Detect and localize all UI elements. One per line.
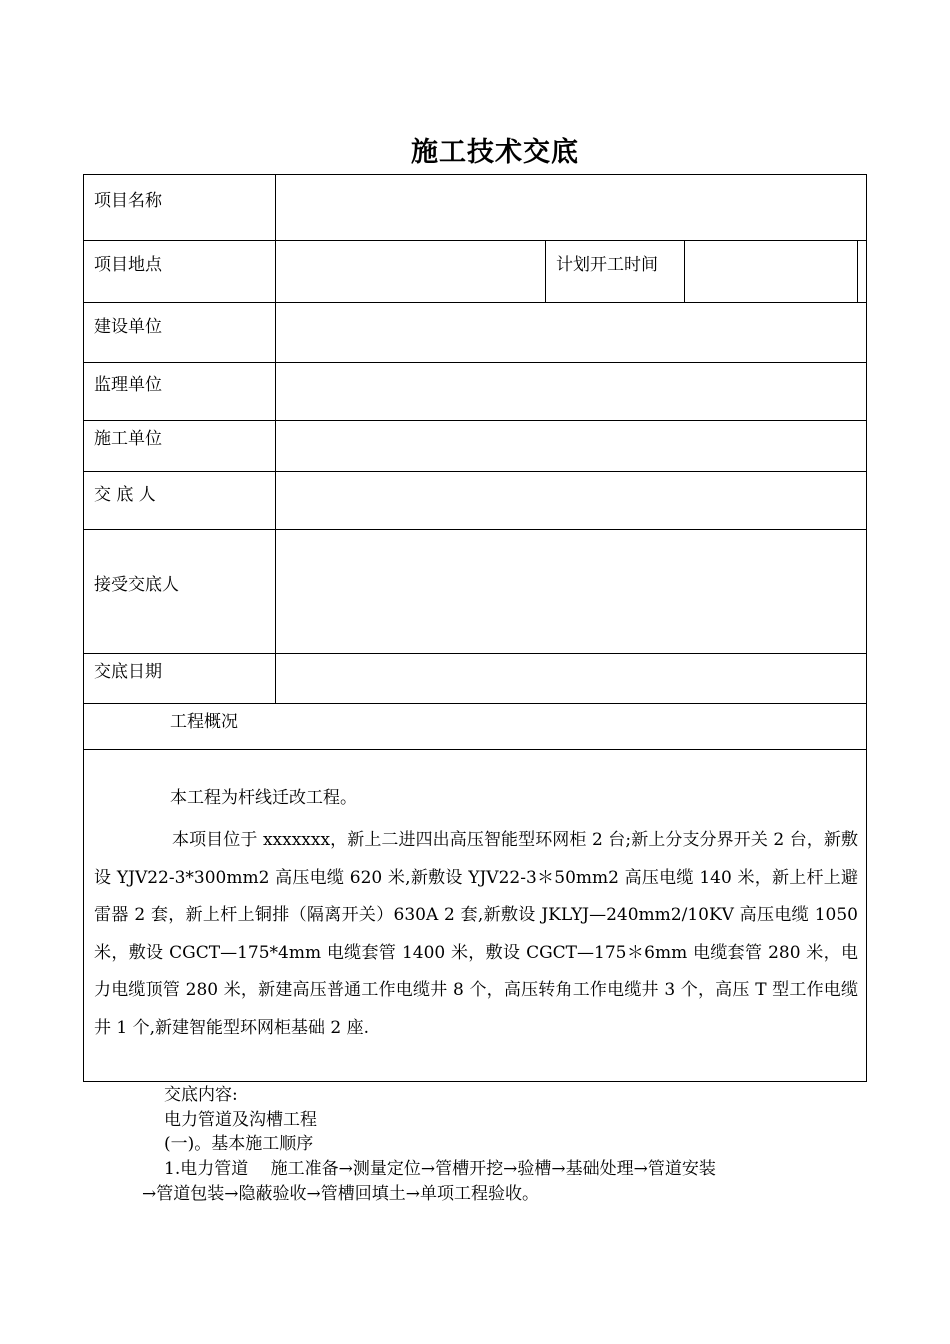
- overview-heading: 工程概况: [170, 712, 238, 732]
- cell-divider: [857, 240, 858, 302]
- overview-paragraph-2: 本项目位于 xxxxxxx，新上二进四出高压智能型环网柜 2 台;新上分支分界开关 2 台，新敷设 YJV22-3*300mm2 高压电缆 620 米,新敷设 YJV22-3＊50mm2 高压电缆 140 米，新上杆上避雷器 2 套，新上杆上铜排（隔离开关）630A 2 套,新敷设 JKLYJ—240mm2/10KV 高压电缆 1050 米，敷设 CGCT—175*4mm 电缆套管 1400 米，敷设 CGCT—175＊6mm 电缆套管 280 米，电力电缆顶管 280 米，新建高压普通工作电缆井 8 个，高压转角工作电缆井 3 个，高压 T 型工作电缆井 1 个,新建智能型环网柜基础 2 座.: [94, 830, 858, 1038]
- content-heading: 交底内容:: [164, 1085, 238, 1105]
- briefing-date-field[interactable]: [276, 654, 866, 703]
- overview-paragraph-1: 本工程为杆线迁改工程。: [170, 788, 357, 808]
- builder-unit-field[interactable]: [276, 421, 866, 471]
- supervision-unit-label: 监理单位: [94, 375, 162, 395]
- receiver-field[interactable]: [276, 530, 866, 653]
- project-name-label: 项目名称: [94, 191, 162, 211]
- content-subsection: (一)。基本施工顺序: [164, 1134, 314, 1154]
- briefer-label: 交 底 人: [94, 485, 156, 505]
- project-name-field[interactable]: [276, 175, 866, 240]
- planned-start-label: 计划开工时间: [556, 255, 658, 275]
- cell-divider: [545, 240, 546, 302]
- construction-unit-label: 建设单位: [94, 317, 162, 337]
- briefer-field[interactable]: [276, 472, 866, 529]
- content-item-1-line-2: →管道包装→隐蔽验收→管槽回填土→单项工程验收。: [142, 1184, 539, 1204]
- project-location-label: 项目地点: [94, 255, 162, 275]
- overview-heading-divider: [83, 749, 867, 750]
- receiver-label: 接受交底人: [94, 575, 179, 595]
- builder-unit-label: 施工单位: [94, 429, 162, 449]
- content-section: 电力管道及沟槽工程: [164, 1110, 317, 1130]
- planned-start-field[interactable]: [685, 241, 857, 302]
- page-title: 施工技术交底: [411, 137, 579, 168]
- supervision-unit-field[interactable]: [276, 363, 866, 420]
- project-location-field[interactable]: [276, 241, 545, 302]
- briefing-date-label: 交底日期: [94, 662, 162, 682]
- content-item-1-line-1: 1.电力管道 施工准备→测量定位→管槽开挖→验槽→基础处理→管道安装: [164, 1159, 716, 1179]
- construction-unit-field[interactable]: [276, 303, 866, 362]
